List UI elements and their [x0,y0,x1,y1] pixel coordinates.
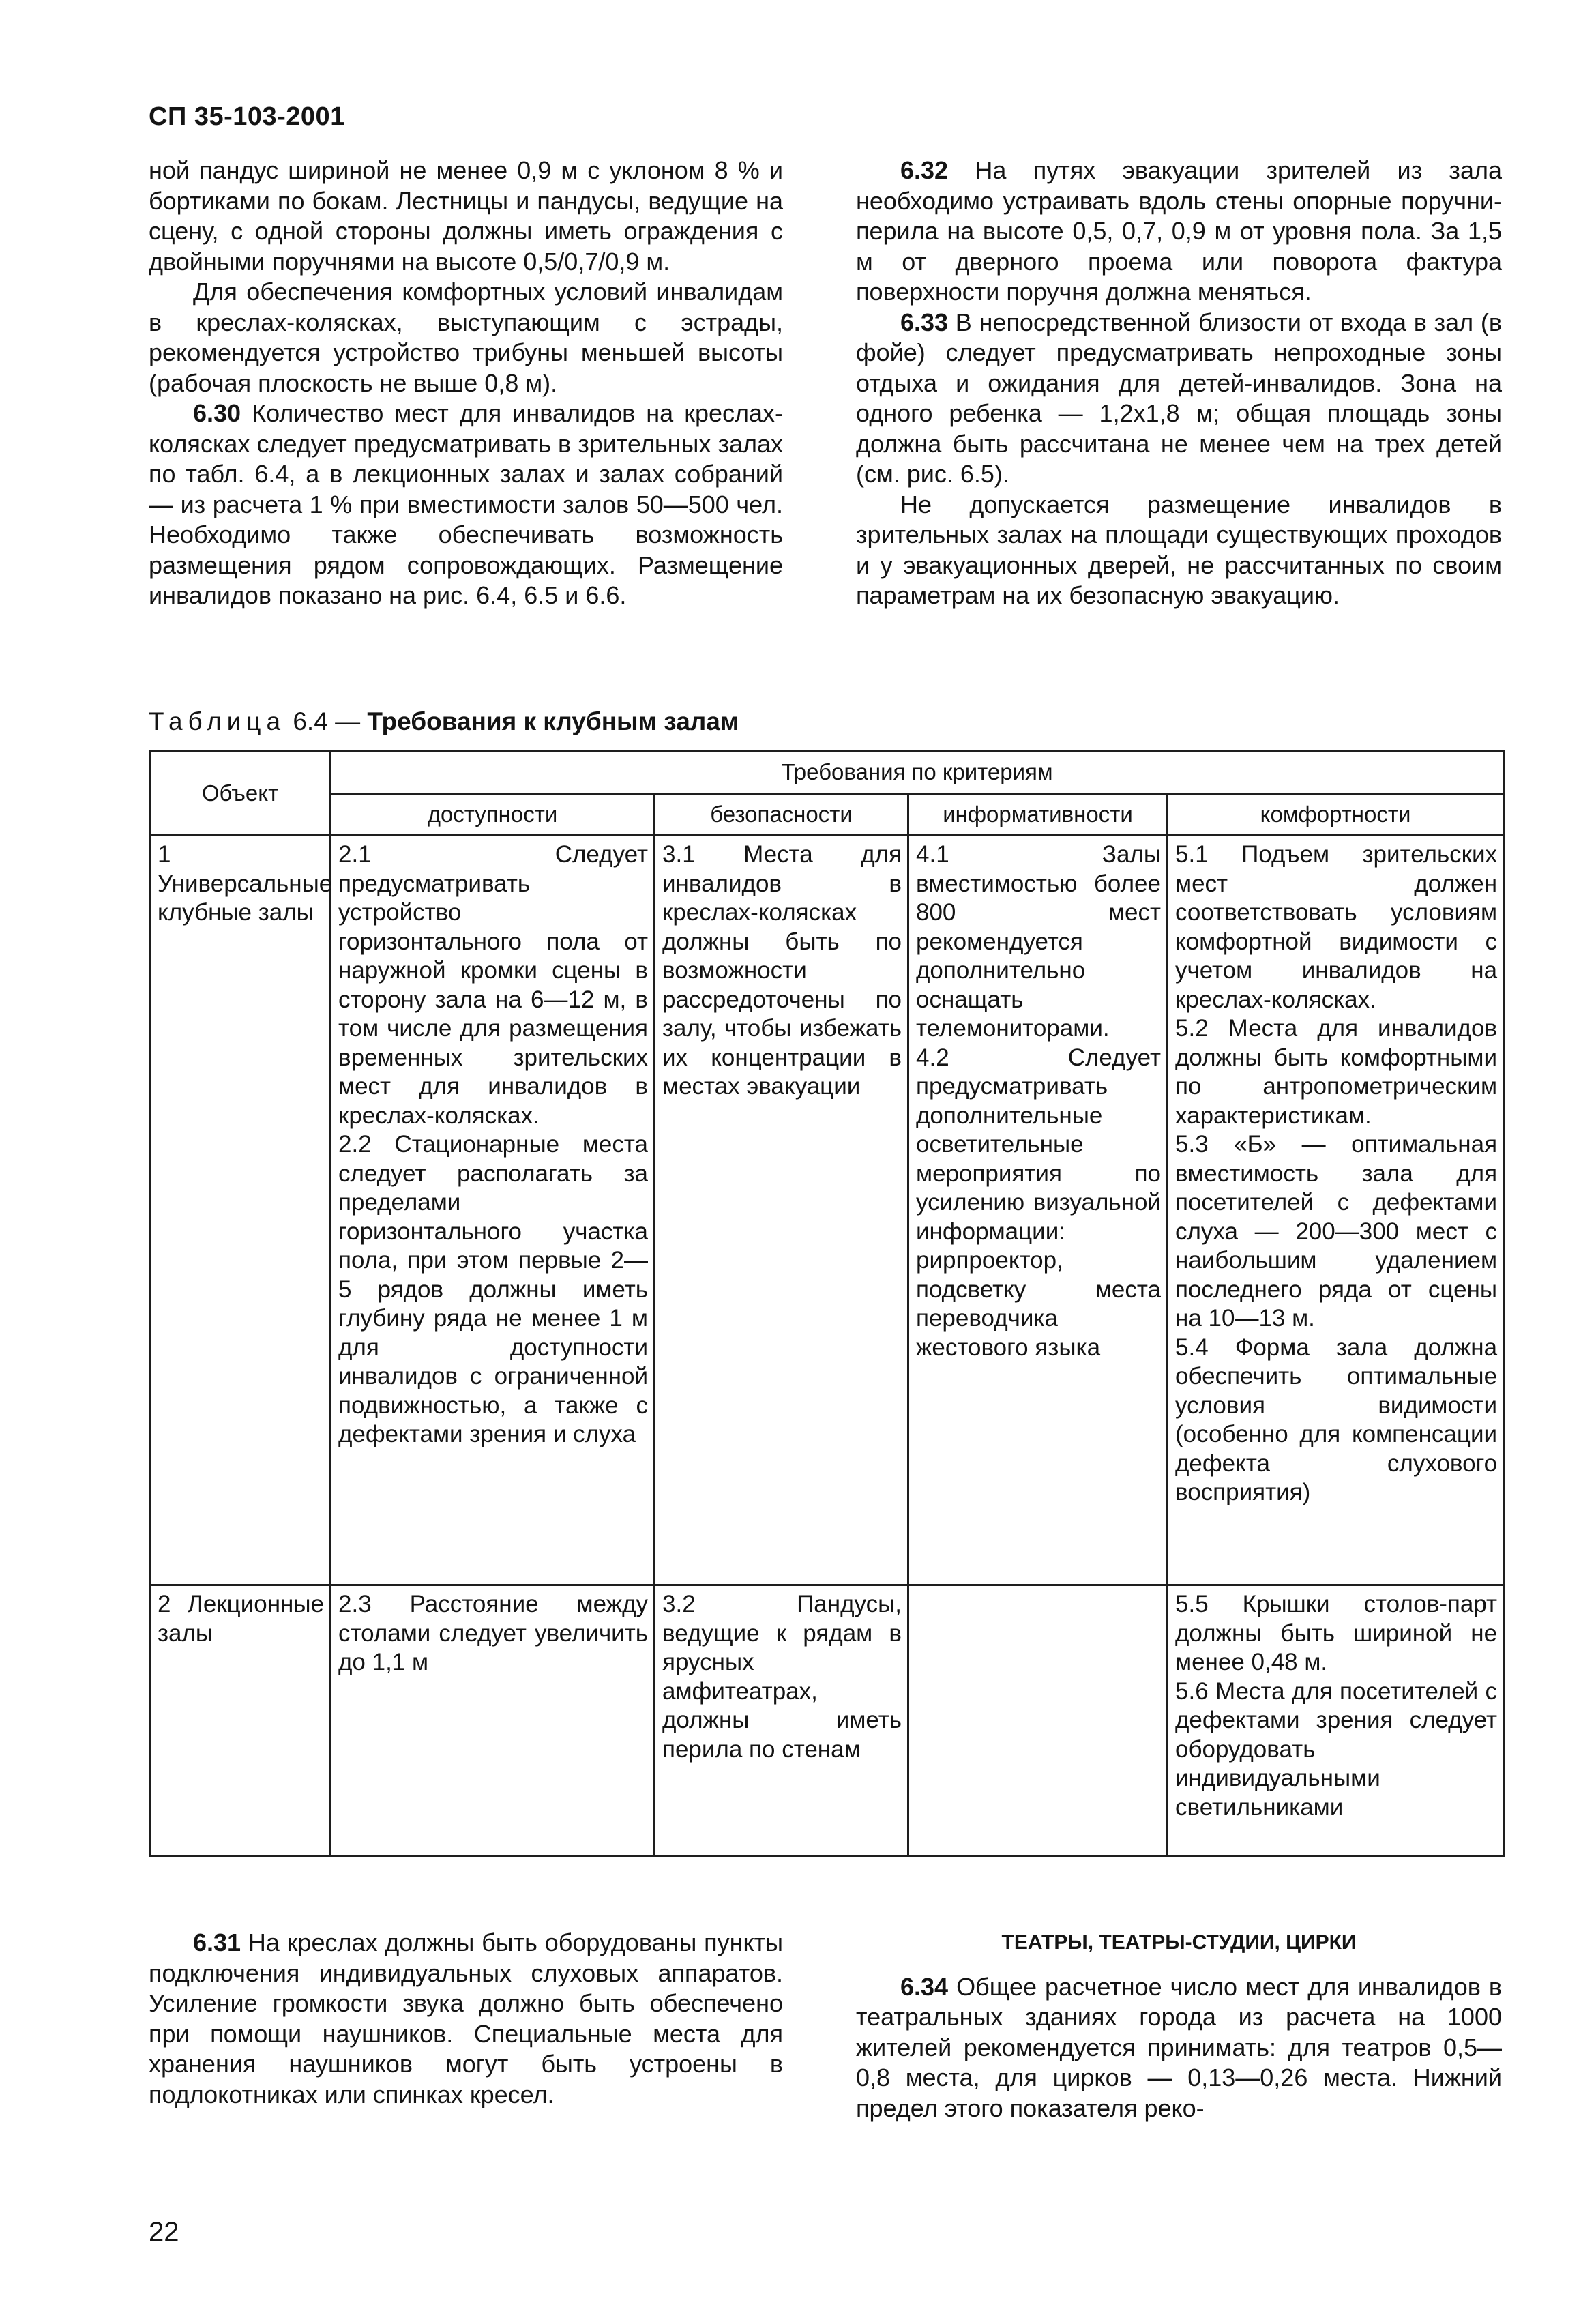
document-code: СП 35-103-2001 [149,102,345,131]
accessibility-cell [331,836,655,1585]
informativeness-cell [908,1585,1168,1856]
left-column-top [149,156,783,611]
paragraph-evacuation: Не допускается размещение инвалидов в зрительных залах на площади существующих проходов и у эвакуационных дверей, не рассчитанных по своим параметрам на их безопасную эвакуацию. [856,490,1502,609]
table-caption-title: Требования к клубным залам [367,707,739,735]
cell-item: 3.2 Пандусы, ведущие к рядам в ярусных амфитеатрах, должны иметь перила по стенам [662,1591,902,1763]
accessibility-cell [331,1585,655,1856]
cell-item: 5.3 «Б» — оптимальная вместимость зала для посетителей с дефектами слуха — 200—300 мест с наибольшим удалением последнего ряда от сцены на 10—13 м. [1175,1131,1498,1332]
safety-cell [655,1585,908,1856]
safety-cell [655,836,908,1585]
table-subheader-row [150,793,1504,836]
paragraph-6-31 [149,1928,783,2110]
table-row [150,1585,1504,1856]
right-column-top [856,156,1502,611]
page-number: 22 [149,2217,179,2247]
informativeness-cell [908,836,1168,1585]
cell-item: 4.2 Следует предусматривать дополнительные осветительные мероприятия по усилению визуальной информации: рирпроектор, подсветку места переводчика жестового языка [916,1044,1161,1361]
table-caption-number: 6.4 — [286,707,368,735]
clause-text: На путях эвакуации зрителей из зала необходимо устраивать вдоль стены опорные поручни-перила на высоте 0,5, 0,7, 0,9 м от уровня пола. За 1,5 м от дверного проема или поворота фактура поверхности поручня должна меняться. [856,156,1502,306]
table-caption-label: Таблица [149,707,286,735]
clause-number: 6.33 [900,308,949,336]
cell-item: 2 Лекционные залы [158,1591,324,1647]
clause-number: 6.30 [193,399,241,427]
requirements-table [149,750,1505,1857]
header-informativeness: информативности [908,793,1168,836]
clause-text: На креслах должны быть оборудованы пункты подключения индивидуальных слуховых аппаратов. Усиление громкости звука должно быть обеспечено при помощи наушников. Специальные места для хранения наушников могут быть устроены в подлокотниках или спинках кресел. [149,1928,783,2108]
cell-item: 5.4 Форма зала должна обеспечить оптимальные условия видимости (особенно для компенсации дефекта слухового восприятия) [1175,1334,1498,1505]
section-heading: ТЕАТРЫ, ТЕАТРЫ-СТУДИИ, ЦИРКИ [1001,1931,1357,1954]
cell-item: 5.1 Подъем зрительских мест должен соответствовать условиям комфортной видимости с учетом инвалидов на креслах-колясках. [1175,841,1498,1013]
header-criteria: Требования по критериям [331,752,1504,794]
object-cell [150,836,331,1585]
paragraph-6-34 [856,1972,1502,2124]
left-column-bottom [149,1928,783,2110]
right-column-bottom [856,1928,1502,2123]
cell-item: 1 Универсальные клубные залы [158,841,333,926]
clause-number: 6.32 [900,156,949,184]
cell-item: 3.1 Места для инвалидов в креслах-колясках должны быть по возможности рассредоточены по залу, чтобы избежать их концентрации в местах эвакуации [662,841,902,1100]
paragraph-continuation: ной пандус шириной не менее 0,9 м с уклоном 8 % и бортиками по бокам. Лестницы и пандусы, ведущие на сцену, с одной стороны должны иметь ограждения с двойными поручнями на высоте 0,5/0,7/0,9 м. [149,156,783,276]
clause-text: В непосредственной близости от входа в зал (в фойе) следует предусматривать непроходные зоны отдыха и ожидания для детей-инвалидов. Зона на одного ребенка — 1,2х1,8 м; общая площадь зоны должна быть рассчитана не менее чем на трех детей (см. рис. 6.5). [856,308,1502,488]
table-row [150,836,1504,1585]
clause-number: 6.31 [193,1928,241,1956]
cell-item: 2.1 Следует предусматривать устройство горизонтального пола от наружной кромки сцены в сторону зала на 6—12 м, в том числе для размещения временных зрительских мест для инвалидов в креслах-колясках. [338,841,648,1129]
cell-item: 2.3 Расстояние между столами следует увеличить до 1,1 м [338,1591,648,1675]
header-accessibility: доступности [331,793,655,836]
cell-item: 5.6 Места для посетителей с дефектами зрения следует оборудовать индивидуальными светильниками [1175,1677,1498,1821]
table-caption [149,707,739,736]
clause-number: 6.34 [900,1972,949,2001]
comfort-cell [1168,1585,1504,1856]
clause-text: Общее расчетное число мест для инвалидов в театральных зданиях города из расчета на 1000 жителей рекомендуется принимать: для театров 0,5—0,8 места, для цирков — 0,13—0,26 места. Нижний предел этого показателя реко- [856,1972,1502,2122]
object-cell [150,1585,331,1856]
paragraph-comfort-conditions: Для обеспечения комфортных условий инвалидам в креслах-колясках, выступающим с эстрады, рекомендуется устройство трибуны меньшей высоты (рабочая плоскость не выше 0,8 м). [149,278,783,397]
clause-text: Количество мест для инвалидов на креслах-колясках следует предусматривать в зрительных залах по табл. 6.4, а в лекционных залах и залах собраний — из расчета 1 % при вместимости залов 50—500 чел. Необходимо также обеспечивать возможность размещения рядом сопровождающих. Размещение инвалидов показано на рис. 6.4, 6.5 и 6.6. [149,399,783,609]
table-header-row [150,752,1504,794]
comfort-cell [1168,836,1504,1585]
paragraph-6-32 [856,156,1502,308]
paragraph-6-33 [856,308,1502,490]
header-comfort: комфортности [1168,793,1504,836]
cell-item: 4.1 Залы вместимостью более 800 мест рекомендуется дополнительно оснащать телемониторами. [916,841,1161,1042]
header-safety: безопасности [655,793,908,836]
header-object: Объект [150,752,331,836]
cell-item: 5.5 Крышки столов-парт должны быть шириной не менее 0,48 м. [1175,1591,1498,1675]
cell-item: 5.2 Места для инвалидов должны быть комфортными по антропометрическим характеристикам. [1175,1015,1498,1129]
paragraph-6-30 [149,398,783,611]
cell-item: 2.2 Стационарные места следует располагать за пределами горизонтального участка пола, при этом первые 2—5 рядов должны иметь глубину ряда не менее 1 м для доступности инвалидов с ограниченной подвижностью, а также с дефектами зрения и слуха [338,1131,648,1447]
